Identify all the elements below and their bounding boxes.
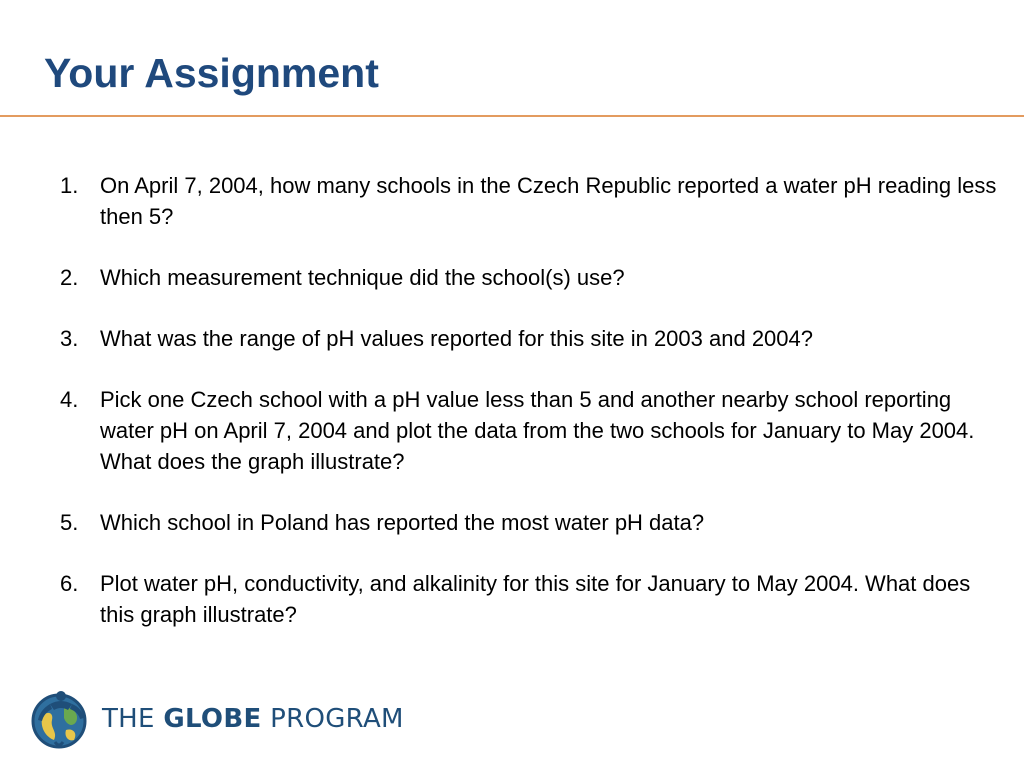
question-item xyxy=(60,568,1000,630)
logo-prefix: THE xyxy=(102,704,155,734)
logo-brand: GLOBE xyxy=(163,704,262,734)
question-number: 6. xyxy=(60,571,79,596)
title-divider xyxy=(0,115,1024,117)
question-number: 4. xyxy=(60,387,79,412)
logo-wordmark xyxy=(102,704,404,734)
question-number: 2. xyxy=(60,265,79,290)
question-number: 3. xyxy=(60,326,79,351)
slide-title: Your Assignment xyxy=(44,50,379,96)
question-text: Pick one Czech school with a pH value less than 5 and another nearby school reporting water pH on April 7, 2004 and plot the data from the two schools for January to May 2004. What does the graph illustrate? xyxy=(100,387,975,474)
question-item xyxy=(60,323,1000,354)
question-text: On April 7, 2004, how many schools in the Czech Republic reported a water pH reading less then 5? xyxy=(100,173,997,229)
question-item xyxy=(60,507,1000,538)
question-text: Which measurement technique did the school(s) use? xyxy=(100,265,625,290)
question-item xyxy=(60,262,1000,293)
question-number: 5. xyxy=(60,510,79,535)
logo-suffix: PROGRAM xyxy=(270,704,404,734)
globe-figure-icon xyxy=(28,688,94,750)
question-text: What was the range of pH values reported for this site in 2003 and 2004? xyxy=(100,326,813,351)
question-text: Which school in Poland has reported the most water pH data? xyxy=(100,510,705,535)
globe-program-logo xyxy=(28,688,404,750)
question-number: 1. xyxy=(60,173,79,198)
question-list xyxy=(60,170,1000,660)
question-item xyxy=(60,384,1000,477)
question-item xyxy=(60,170,1000,232)
question-text: Plot water pH, conductivity, and alkalinity for this site for January to May 2004. What does this graph illustrate? xyxy=(100,571,971,627)
